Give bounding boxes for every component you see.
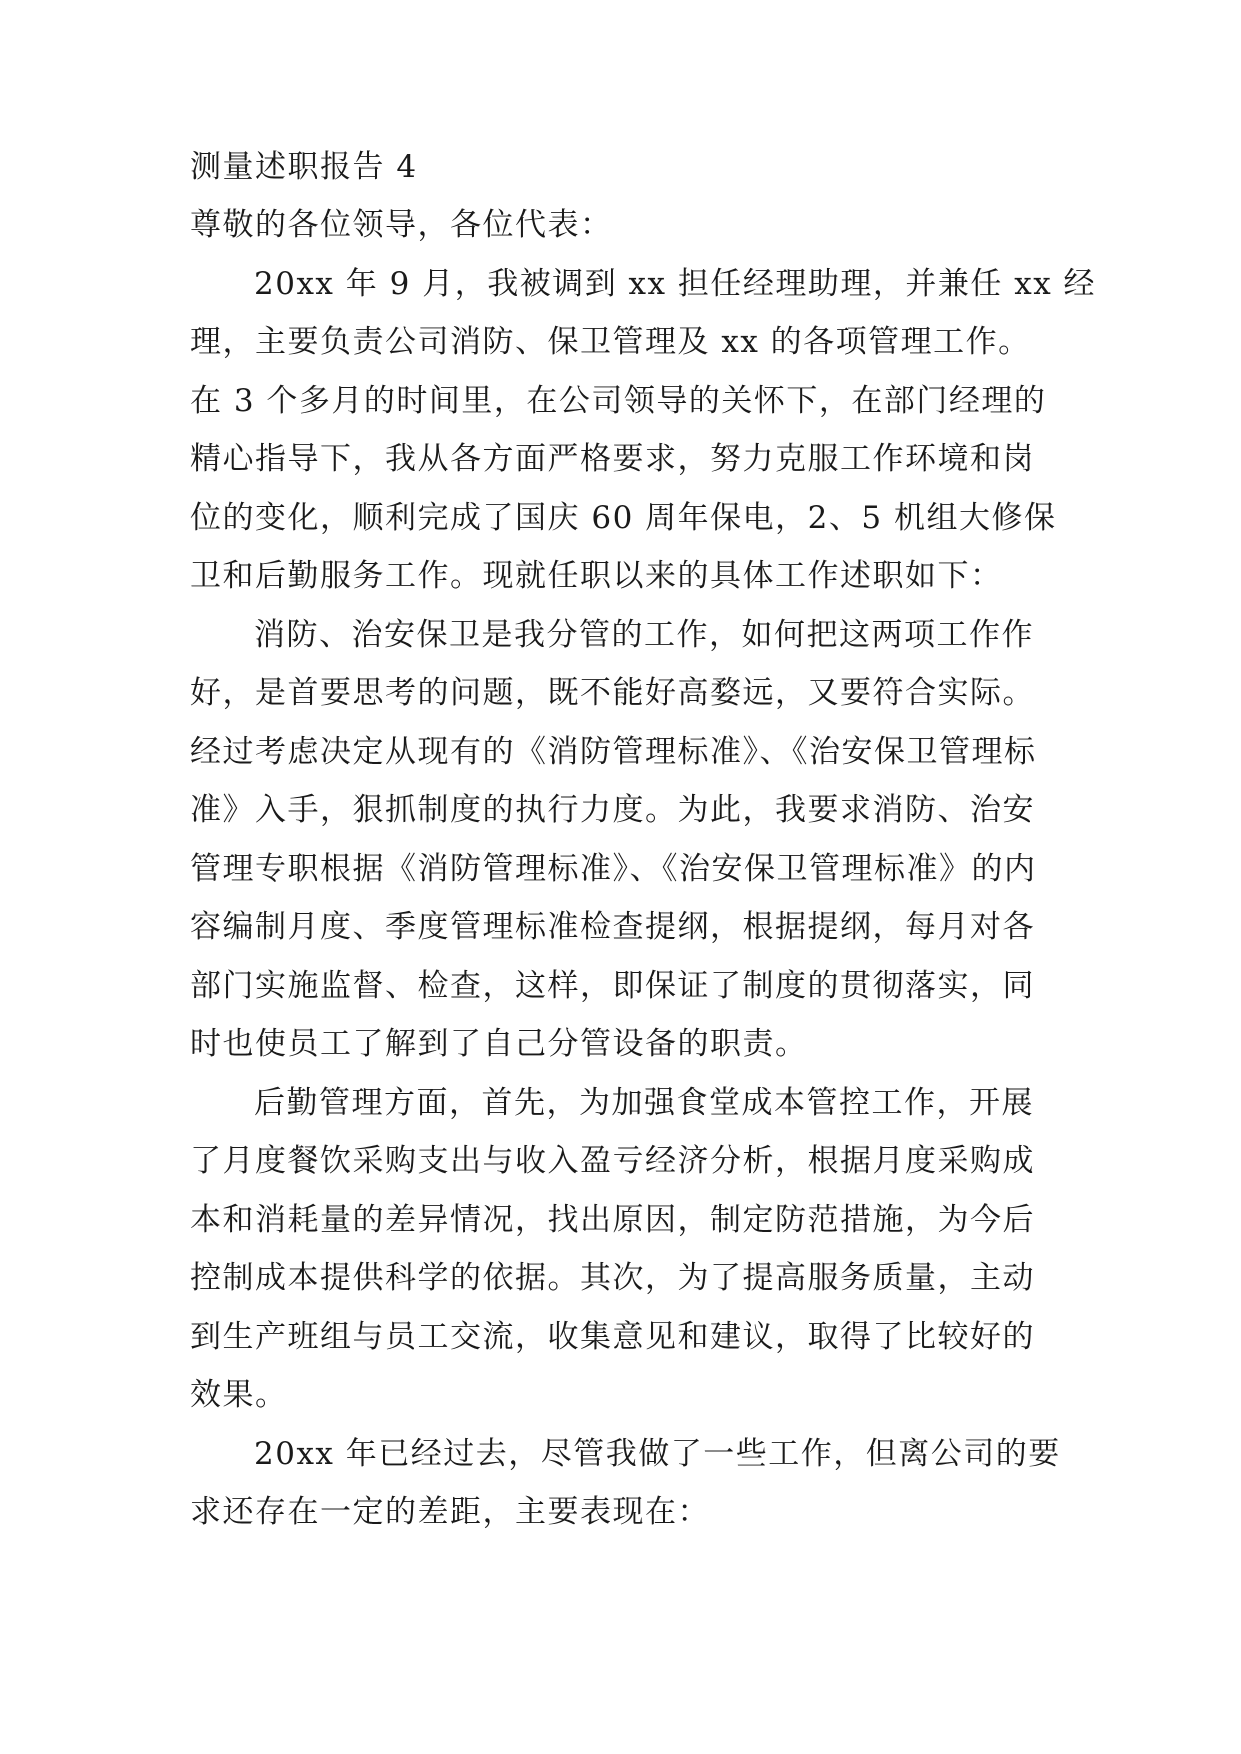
paragraph-line: 管理专职根据《消防管理标准》、《治安保卫管理标准》的内: [190, 851, 1037, 887]
paragraph-line: 位的变化，顺利完成了国庆 60 周年保电，2、5 机组大修保: [190, 500, 1057, 536]
paragraph-line: 求还存在一定的差距，主要表现在：: [190, 1494, 710, 1530]
paragraph-line: 容编制月度、季度管理标准检查提纲，根据提纲，每月对各: [190, 909, 1035, 945]
paragraph-line: 在 3 个多月的时间里，在公司领导的关怀下，在部门经理的: [190, 383, 1047, 419]
paragraph-line: 准》入手，狠抓制度的执行力度。为此，我要求消防、治安: [190, 792, 1035, 828]
paragraph-line: 部门实施监督、检查，这样，即保证了制度的贯彻落实，同: [190, 968, 1035, 1004]
salutation: 尊敬的各位领导，各位代表：: [190, 207, 613, 243]
paragraph-line: 了月度餐饮采购支出与收入盈亏经济分析，根据月度采购成: [190, 1143, 1035, 1179]
paragraph-line: 消防、治安保卫是我分管的工作，如何把这两项工作作: [254, 617, 1034, 653]
document-title: 测量述职报告 4: [190, 149, 418, 185]
paragraph-line: 到生产班组与员工交流，收集意见和建议，取得了比较好的: [190, 1319, 1035, 1355]
paragraph-line: 20xx 年已经过去，尽管我做了一些工作，但离公司的要: [254, 1436, 1061, 1472]
paragraph-line: 控制成本提供科学的依据。其次，为了提高服务质量，主动: [190, 1260, 1035, 1296]
paragraph-line: 经过考虑决定从现有的《消防管理标准》、《治安保卫管理标: [190, 734, 1037, 770]
paragraph-line: 时也使员工了解到了自己分管设备的职责。: [190, 1026, 808, 1062]
paragraph-line: 效果。: [190, 1377, 288, 1413]
paragraph-line: 好，是首要思考的问题，既不能好高婺远，又要符合实际。: [190, 675, 1035, 711]
paragraph-line: 理，主要负责公司消防、保卫管理及 xx 的各项管理工作。: [190, 324, 1031, 360]
paragraph-line: 卫和后勤服务工作。现就任职以来的具体工作述职如下：: [190, 558, 1003, 594]
paragraph-line: 精心指导下，我从各方面严格要求，努力克服工作环境和岗: [190, 441, 1035, 477]
paragraph-line: 20xx 年 9 月，我被调到 xx 担任经理助理，并兼任 xx 经: [254, 266, 1097, 302]
paragraph-line: 后勤管理方面，首先，为加强食堂成本管控工作，开展: [254, 1085, 1034, 1121]
paragraph-line: 本和消耗量的差异情况，找出原因，制定防范措施，为今后: [190, 1202, 1035, 1238]
